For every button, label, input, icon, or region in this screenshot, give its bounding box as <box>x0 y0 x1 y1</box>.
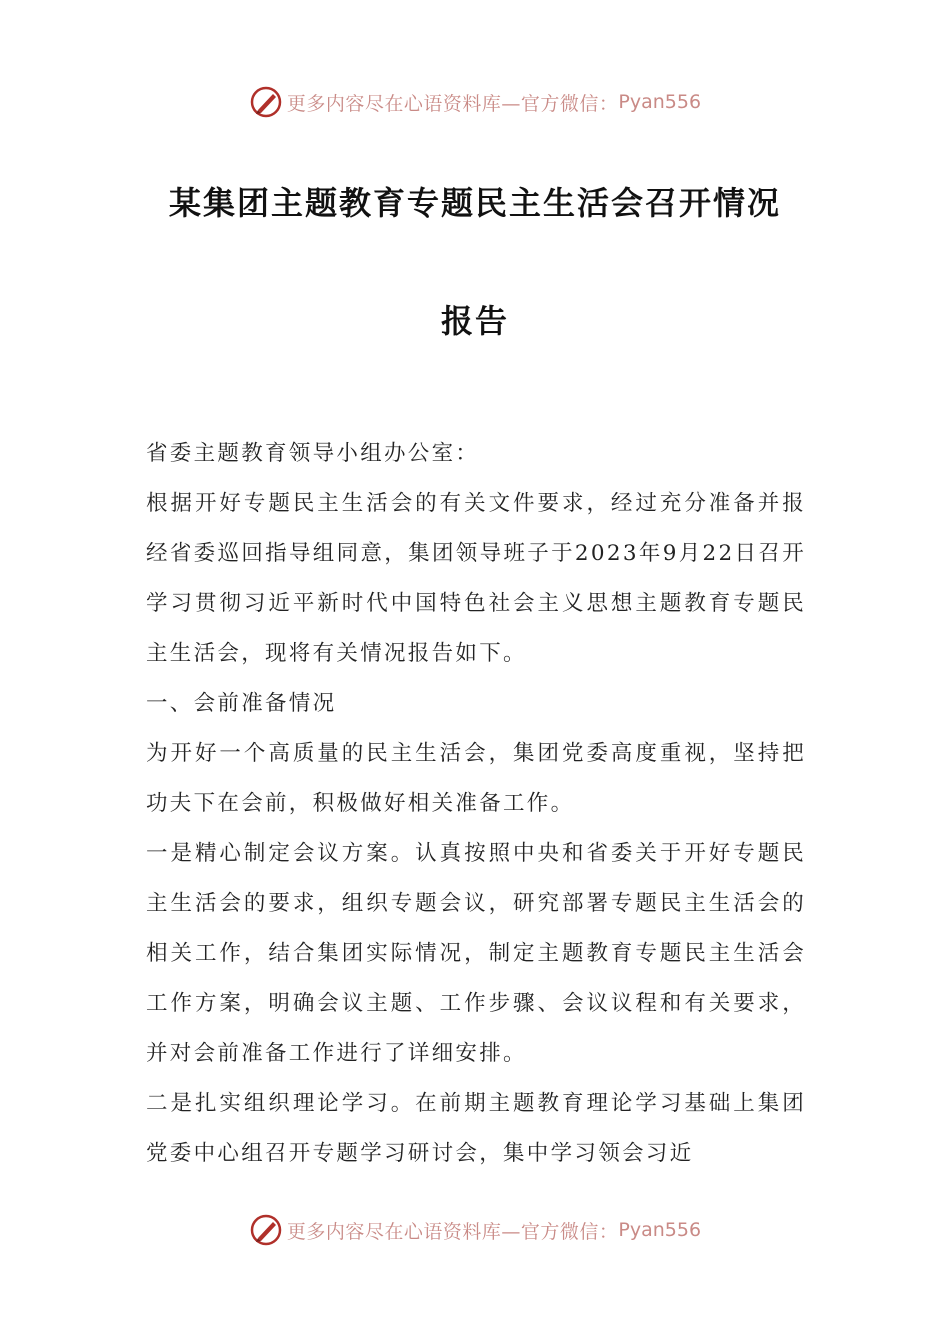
wechat-id: Pyan556 <box>618 91 702 113</box>
pen-logo-icon <box>249 85 283 119</box>
footer-watermark-banner <box>0 1210 950 1250</box>
banner-text: 更多内容尽在心语资料库—官方微信： <box>286 92 619 115</box>
banner-text: 更多内容尽在心语资料库—官方微信： <box>286 1220 619 1243</box>
pen-logo-icon <box>249 1213 283 1247</box>
point-two-paragraph: 二是扎实组织理论学习。在前期主题教育理论学习基础上集团党委中心组召开专题学习研讨会，集中学习领会习近 <box>146 1091 806 1166</box>
document-title-line-1: 某集团主题教育专题民主生活会召开情况 <box>168 184 781 222</box>
wechat-id: Pyan556 <box>618 1219 702 1241</box>
section-intro-paragraph: 为开好一个高质量的民主生活会，集团党委高度重视，坚持把功夫下在会前，积极做好相关准备工作。 <box>146 741 806 816</box>
section-heading: 一、会前准备情况 <box>146 691 337 716</box>
document-title-line-2: 报告 <box>440 302 509 340</box>
header-watermark-banner <box>0 82 950 122</box>
document-body <box>146 429 806 1179</box>
intro-paragraph: 根据开好专题民主生活会的有关文件要求，经过充分准备并报经省委巡回指导组同意，集团领导班子于2023年9月22日召开学习贯彻习近平新时代中国特色社会主义思想主题教育专题民主生活会，现将有关情况报告如下。 <box>146 491 806 666</box>
salutation: 省委主题教育领导小组办公室： <box>146 441 480 466</box>
point-one-paragraph: 一是精心制定会议方案。认真按照中央和省委关于开好专题民主生活会的要求，组织专题会议，研究部署专题民主生活会的相关工作，结合集团实际情况，制定主题教育专题民主生活会工作方案，明确会议主题、工作步骤、会议议程和有关要求，并对会前准备工作进行了详细安排。 <box>146 841 806 1066</box>
